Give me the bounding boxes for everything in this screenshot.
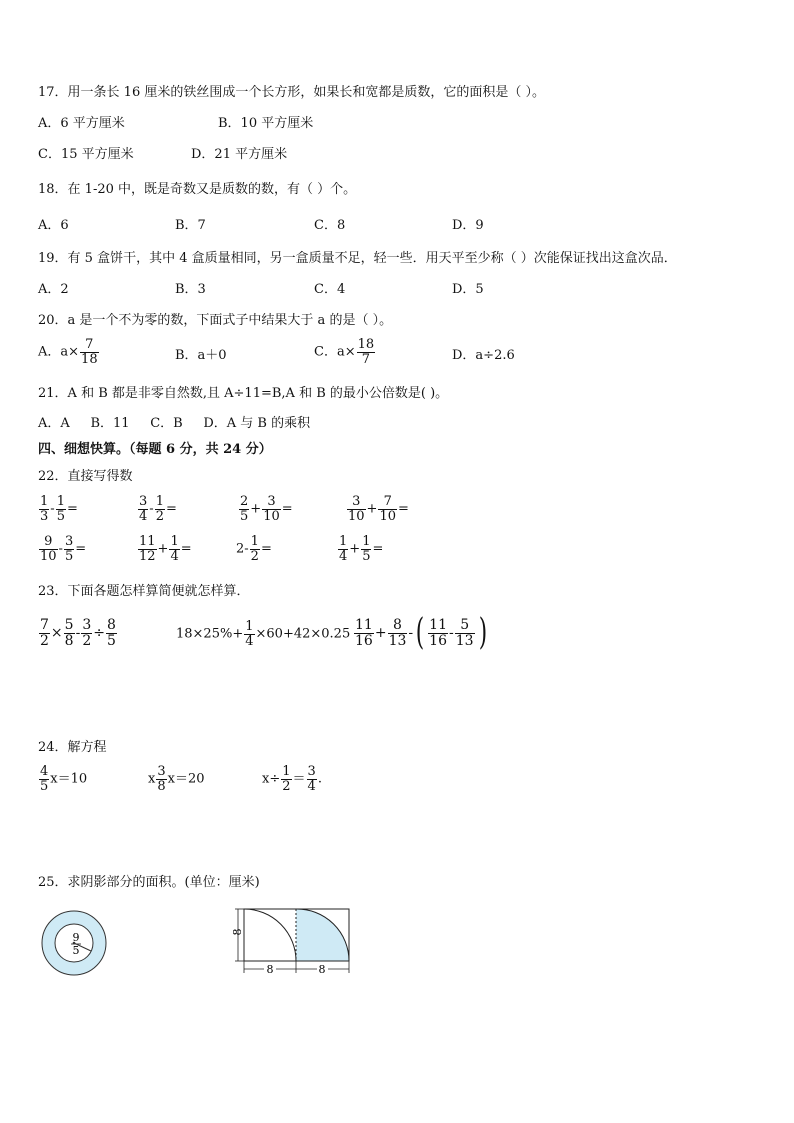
q24-equation-3: x÷ $\frac{1}{2}$ ＝ $\frac{3}{4}$ . <box>262 764 322 794</box>
q22-expr-1: $\frac{1}{3}$ - $\frac{1}{5}$ = <box>40 494 78 524</box>
q20-option-b: B．a＋0 <box>175 348 227 363</box>
q22-expr-5: $\frac{9}{10}$ - $\frac{3}{5}$ = <box>40 534 87 564</box>
q17-option-b: B．10 平方厘米 <box>218 116 314 131</box>
q18-option-d: D．9 <box>452 218 484 233</box>
q17-option-c: C．15 平方厘米 <box>38 147 134 162</box>
q25-title: 25．求阴影部分的面积。(单位：厘米) <box>38 875 260 890</box>
q23-expr-1: $\frac{7}{2}$ × $\frac{5}{8}$ - $\frac{3}{2}$ ÷ $\frac{8}{5}$ <box>40 617 116 649</box>
q23-title: 23．下面各题怎样算简便就怎样算． <box>38 584 250 599</box>
q24-equation-1: $\frac{4}{5}$ x＝10 <box>40 764 88 794</box>
q23-expr-3: $\frac{11}{16}$ + $\frac{8}{13}$ -( $\frac{11}{16}$ - $\frac{5}{13}$ ) <box>355 612 487 653</box>
q22-expr-6: $\frac{11}{12}$ + $\frac{1}{4}$ = <box>139 534 192 564</box>
q18-option-a: A．6 <box>38 218 69 233</box>
q20-text: 20．a 是一个不为零的数，下面式子中结果大于 a 的是（ ）。 <box>38 313 393 328</box>
left-width-label: 8 <box>266 963 274 976</box>
q17-option-d: D．21 平方厘米 <box>191 147 288 162</box>
q20-option-c: C．a× $\frac{18}{7}$ <box>314 337 375 367</box>
rectangle-figure <box>228 901 356 977</box>
height-label: 8 <box>231 928 244 936</box>
ring-figure <box>38 907 112 977</box>
q17-text: 17．用一条长 16 厘米的铁丝围成一个长方形，如果长和宽都是质数，它的面积是（ ）。 <box>38 85 545 100</box>
q18-option-b: B．7 <box>175 218 206 233</box>
q21-options: A．A B．11 C．B D．A 与 B 的乘积 <box>38 416 311 431</box>
q20-option-a: A．a× $\frac{7}{18}$ <box>38 337 98 367</box>
q19-option-c: C．4 <box>314 282 346 297</box>
ring-label-den: 5 <box>72 944 80 957</box>
q20-option-d: D．a÷2.6 <box>452 348 515 363</box>
shaded-region <box>296 909 349 961</box>
q18-option-c: C．8 <box>314 218 346 233</box>
q19-text: 19．有 5 盒饼干，其中 4 盒质量相同，另一盒质量不足，轻一些．用天平至少称（ ）次能保证找出这盒次品． <box>38 251 677 266</box>
q22-expr-2: $\frac{3}{4}$ - $\frac{1}{2}$ = <box>139 494 177 524</box>
q24-title: 24．解方程 <box>38 740 107 755</box>
q22-title: 22．直接写得数 <box>38 469 133 484</box>
q22-expr-4: $\frac{3}{10}$ + $\frac{7}{10}$ = <box>348 494 409 524</box>
ring-label-num: 9 <box>72 931 80 944</box>
q24-equation-2: x $\frac{3}{8}$ x＝20 <box>148 764 205 794</box>
q21-text: 21．A 和 B 都是非零自然数,且 A÷11=B,A 和 B 的最小公倍数是( )。 <box>38 386 449 401</box>
q19-option-a: A．2 <box>38 282 69 297</box>
q22-expr-8: $\frac{1}{4}$ + $\frac{1}{5}$ = <box>339 534 384 564</box>
q22-expr-7: 2- $\frac{1}{2}$ = <box>236 534 272 564</box>
q23-expr-2: 18×25%+ $\frac{1}{4}$ ×60+42×0.25 <box>176 619 351 649</box>
q17-option-a: A．6 平方厘米 <box>38 116 125 131</box>
q18-text: 18．在 1-20 中，既是奇数又是质数的数，有（ ）个。 <box>38 182 357 197</box>
section-title: 四、细想快算。（每题 6 分，共 24 分） <box>38 442 272 457</box>
q19-option-d: D．5 <box>452 282 484 297</box>
q19-option-b: B．3 <box>175 282 206 297</box>
right-width-label: 8 <box>318 963 326 976</box>
left-quarter-arc <box>244 909 296 961</box>
q22-expr-3: $\frac{2}{5}$ + $\frac{3}{10}$ = <box>240 494 293 524</box>
